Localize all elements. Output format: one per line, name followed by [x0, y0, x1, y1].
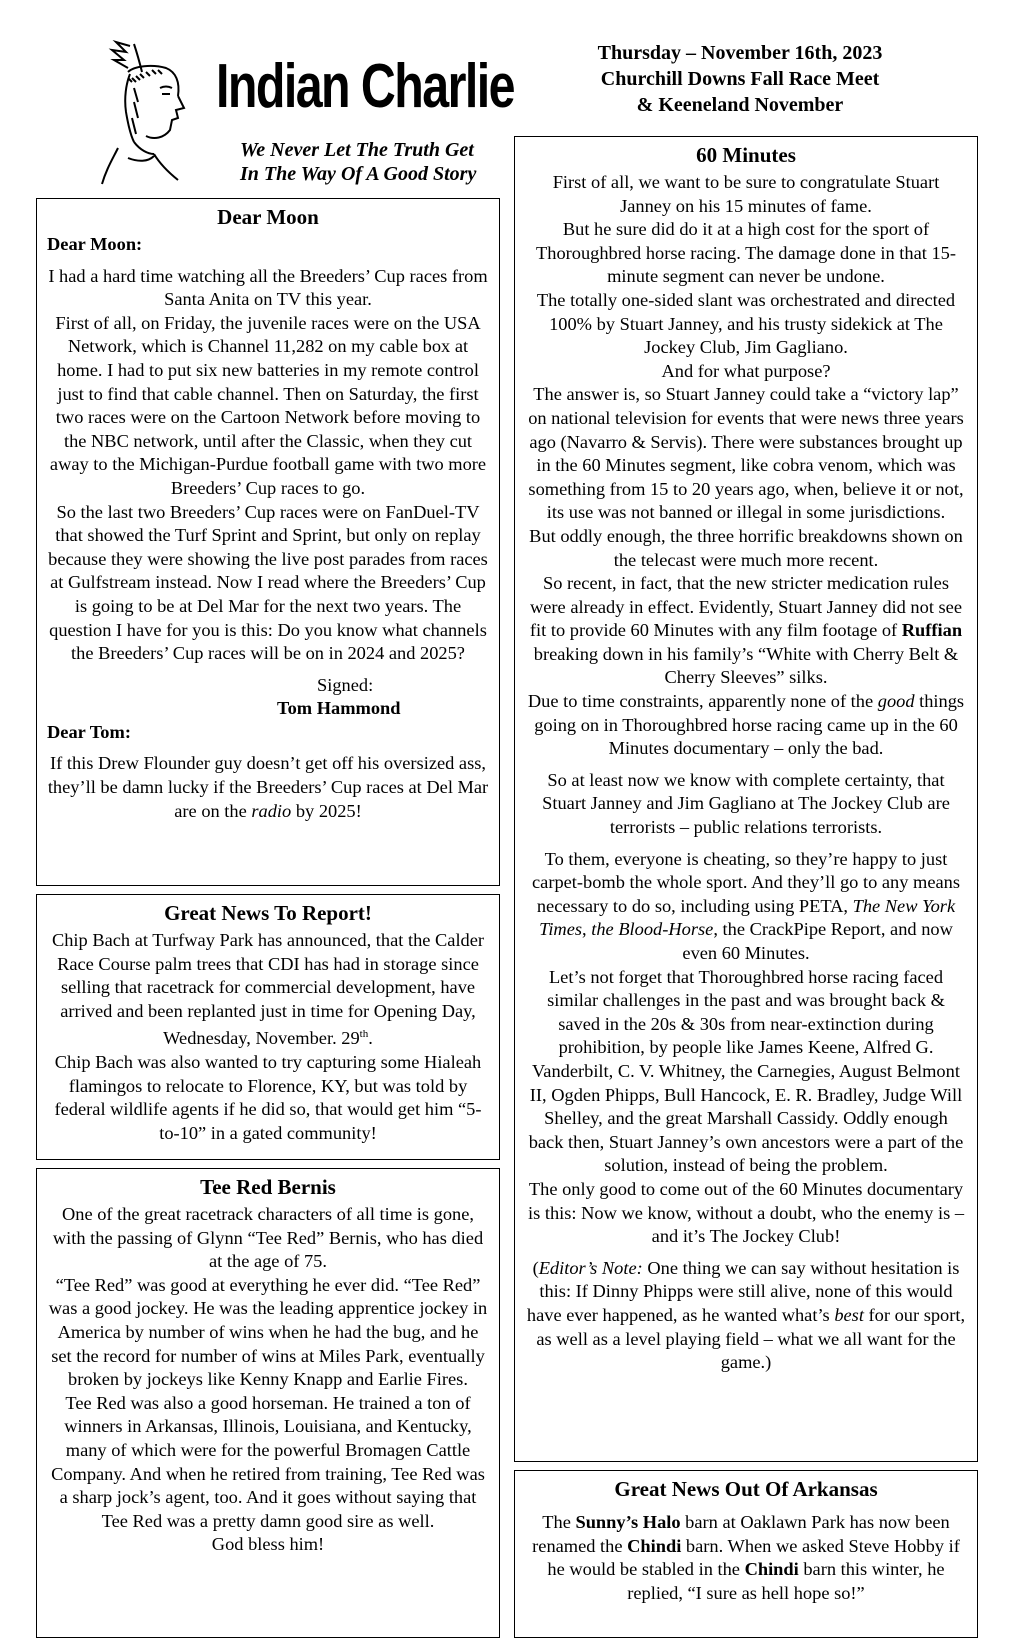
- editors-note: [525, 1257, 967, 1375]
- article-title: Great News To Report!: [164, 901, 372, 925]
- text-run: So recent, in fact, that the new stricter medication rules were already in effect. Evidently, Stuart Janney did not see fit to provide 60 Minutes with any film footage of: [529, 573, 963, 641]
- bold-run: Chindi: [627, 1535, 682, 1556]
- dateline-meet: Churchill Downs Fall Race Meet: [600, 68, 880, 90]
- paragraph: One of the great racetrack characters of all time is gone, with the passing of Glynn “Tee Red” Bernis, who has died at the age of 75.: [52, 1204, 484, 1272]
- bold-run: Chindi: [744, 1559, 799, 1580]
- salutation: Dear Moon:: [47, 234, 143, 254]
- italic-run: The New York Times: [539, 895, 956, 940]
- text-run: Chip Bach at Turfway Park has announced, that the Calder Race Course palm trees that CDI has had in storage since selling that racetrack for commercial development, have arrived and been replanted just in time for Opening Day, Wednesday, November. 29: [51, 930, 485, 1049]
- paragraph: I had a hard time watching all the Breeders’ Cup races from Santa Anita on TV this year.: [48, 265, 488, 310]
- paragraph: [47, 929, 489, 1051]
- article-title: 60 Minutes: [696, 143, 796, 167]
- dear-moon-article: [36, 198, 500, 886]
- masthead-title: Indian Charlie: [216, 52, 514, 121]
- superscript: th: [359, 1028, 369, 1041]
- paragraph: But oddly enough, the three horrific breakdowns shown on the telecast were much more recent.: [529, 525, 963, 570]
- text-run: barn this winter, he replied, “I sure as hell hope so!”: [627, 1559, 945, 1603]
- text-run: barn at Oaklawn Park has now been renamed the: [532, 1512, 950, 1556]
- paragraph: The answer is, so Stuart Janney could take a “victory lap” on national television for events that were news three years ago (Navarro & Servis). There were substances brought up in the 60 Minutes segment, like cobra venom, which was something from 15 to 20 years ago, when, believe it or not, its use was not banned or illegal in some jurisdictions.: [528, 384, 964, 523]
- text-run: To them, everyone is cheating, so they’re happy to just carpet-bomb the whole sport. And they’ll go to any means necessary to do so, including using PETA,: [532, 848, 960, 916]
- text-run: (: [532, 1257, 539, 1278]
- reply-paragraph: [47, 752, 489, 823]
- masthead-tagline: [240, 138, 476, 186]
- text-run: ,: [582, 919, 592, 940]
- tagline-line-2: In The Way Of A Good Story: [240, 163, 477, 185]
- paragraph: The totally one-sided slant was orchestrated and directed 100% by Stuart Janney, and his trusty sidekick at The Jockey Club, Jim Gagliano.: [536, 289, 956, 358]
- signed-label: Signed:: [317, 674, 374, 695]
- article-title: Tee Red Bernis: [200, 1175, 336, 1199]
- sixty-minutes-article: [514, 136, 978, 1462]
- great-news-article: [36, 894, 500, 1160]
- paragraph: First of all, we want to be sure to congratulate Stuart Janney on his 15 minutes of fame.: [552, 172, 940, 216]
- paragraph: God bless him!: [211, 1534, 325, 1555]
- paragraph: First of all, on Friday, the juvenile races were on the USA Network, which is Channel 11,282 on my cable box at home. I had to put six new batteries in my remote control just to find that cable channel. Then on Saturday, the first two races were on the Cartoon Network before moving to the NBC network, until after the Classic, when they cut away to the Michigan-Purdue football game with two more Breeders’ Cup races to go.: [49, 312, 487, 498]
- reply-salutation: Dear Tom:: [47, 721, 131, 742]
- text-run: One thing we can say without hesitation is this: If Dinny Phipps were still alive, none of this would have ever happened, as he wanted what’s: [526, 1257, 960, 1325]
- text-run: breaking down in his family’s “White with Cherry Belt & Cherry Sleeves” silks.: [533, 643, 959, 688]
- text-run: , the CrackPipe Report, and now even 60 Minutes.: [682, 919, 953, 963]
- masthead: [40, 38, 514, 188]
- text-run: Due to time constraints, apparently none of the: [527, 691, 878, 712]
- italic-run: Editor’s Note:: [538, 1257, 643, 1278]
- italic-run: radio: [251, 800, 292, 821]
- italic-run: the Blood-Horse: [591, 919, 714, 940]
- paragraph: So the last two Breeders’ Cup races were on FanDuel-TV that showed the Turf Sprint and Sprint, but only on replay because they were showing the live post parades from races at Gulfstream instead. Now I read where the Breeders’ Cup is going to be at Del Mar for the next two years. The question I have for you is this: Do you know what channels the Breeders’ Cup races will be on in 2024 and 2025?: [48, 501, 488, 664]
- tee-red-article: [36, 1168, 500, 1638]
- text-run: If this Drew Flounder guy doesn’t get off his oversized ass, they’ll be damn lucky if the Breeders’ Cup races at Del Mar are on the: [47, 753, 489, 821]
- dateline-meet-2: & Keeneland November: [636, 94, 844, 116]
- text-run: for our sport, as well as a level playing field – what we all want for the game.): [536, 1304, 966, 1373]
- paragraph: [525, 690, 967, 761]
- article-title: Dear Moon: [217, 205, 319, 229]
- bold-run: Ruffian: [901, 620, 963, 641]
- dateline-date: Thursday – November 16th, 2023: [597, 42, 883, 64]
- italic-run: best: [834, 1304, 864, 1325]
- text-run: by 2025!: [291, 800, 362, 821]
- paragraph: [525, 1511, 967, 1605]
- dateline: [510, 40, 970, 118]
- bold-run: Sunny’s Halo: [575, 1512, 681, 1532]
- article-title: Great News Out Of Arkansas: [614, 1477, 878, 1501]
- text-run: things going on in Thoroughbred horse racing came up in the 60 Minutes documentary – only the bad.: [534, 691, 965, 759]
- text-run: barn. When we asked Steve Hobby if he would be stabled in the: [547, 1535, 960, 1580]
- paragraph: Chip Bach was also wanted to try capturing some Hialeah flamingos to relocate to Florence, KY, but was told by federal wildlife agents if he did so, that would get him “5-to-10” in a gated community!: [54, 1052, 482, 1143]
- paragraph: Tee Red was also a good horseman. He trained a ton of winners in Arkansas, Illinois, Louisiana, and Kentucky, many of which were for the powerful Bromagen Cattle Company. And when he retired from training, Tee Red was a sharp jock’s agent, too. And it goes without saying that Tee Red was a pretty damn good sire as well.: [51, 1392, 485, 1531]
- paragraph: “Tee Red” was good at everything he ever did. “Tee Red” was a good jockey. He was the leading apprentice jockey in America by number of wins when he had the bug, and he set the record for number of wins at Miles Park, eventually broken by jockeys like Kenny Knapp and Earlie Fires.: [48, 1274, 488, 1390]
- arkansas-article: [514, 1470, 978, 1638]
- text-run: .: [368, 1028, 373, 1049]
- text-run: The: [542, 1512, 576, 1532]
- paragraph: The only good to come out of the 60 Minutes documentary is this: Now we know, without a doubt, who the enemy is – and it’s The Jockey Club!: [527, 1178, 965, 1247]
- paragraph: And for what purpose?: [661, 360, 831, 381]
- signer-name: Tom Hammond: [277, 698, 401, 719]
- paragraph: But he sure did do it at a high cost for the sport of Thoroughbred horse racing. The damage done in that 15-minute segment can never be undone.: [536, 219, 956, 287]
- paragraph: [525, 572, 967, 690]
- indian-head-logo-icon: [68, 38, 218, 188]
- paragraph: Let’s not forget that Thoroughbred horse racing faced similar challenges in the past and was brought back & saved in the 20s & 30s from near-extinction during prohibition, by people like James Keene, Alfred G. Vanderbilt, C. V. Whitney, the Carnegies, August Belmont II, Ogden Phipps, Bull Hancock, E. R. Bradley, Judge Will Shelley, and the great Marshall Cassidy. Oddly enough back then, Stuart Janney’s own ancestors were a part of the solution, instead of being the problem.: [528, 966, 964, 1176]
- paragraph: [525, 848, 967, 966]
- paragraph: So at least now we know with complete certainty, that Stuart Janney and Jim Gagliano at The Jockey Club are terrorists – public relations terrorists.: [542, 769, 950, 838]
- italic-run: good: [877, 691, 915, 712]
- tagline-line-1: We Never Let The Truth Get: [240, 139, 474, 161]
